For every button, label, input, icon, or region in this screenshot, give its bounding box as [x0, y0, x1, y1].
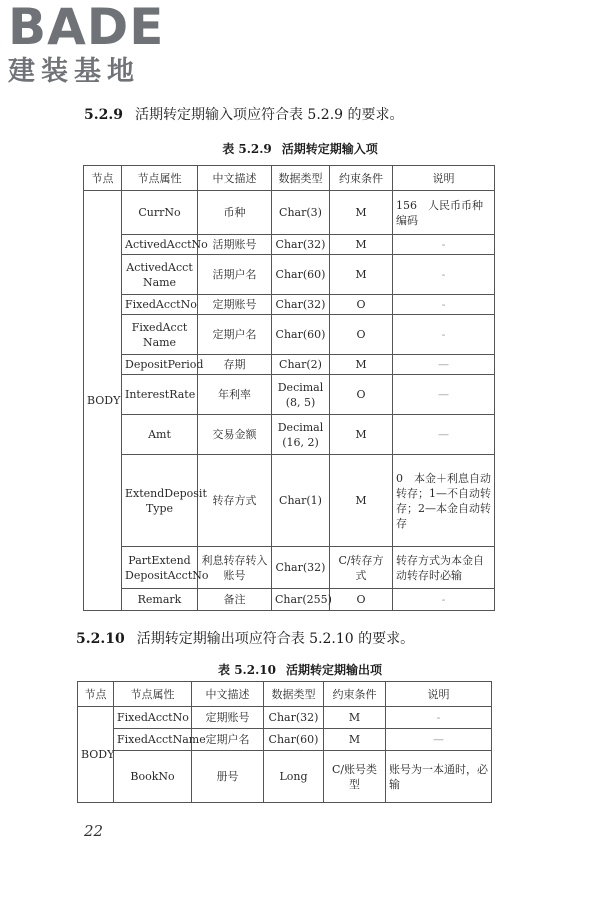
col-header-node: 节点 — [84, 166, 122, 191]
cn-cell: 存期 — [198, 355, 272, 375]
constraint-cell: M — [324, 707, 386, 729]
cn-cell: 交易金额 — [198, 415, 272, 455]
constraint-cell: O — [330, 589, 393, 611]
node-cell: BODY — [78, 707, 114, 803]
attr-cell: ActivedAcct Name — [122, 255, 198, 295]
type-cell: Char(32) — [272, 235, 330, 255]
caption-number: 表 5.2.10 — [218, 663, 276, 677]
desc-cell: - — [386, 707, 492, 729]
type-cell: Char(60) — [272, 315, 330, 355]
constraint-cell: M — [330, 455, 393, 547]
desc-cell: - — [393, 315, 495, 355]
attr-cell: Remark — [122, 589, 198, 611]
col-header-cn: 中文描述 — [192, 682, 264, 707]
col-header-attr: 节点属性 — [114, 682, 192, 707]
input-items-table — [83, 165, 495, 611]
desc-cell: 账号为一本通时，必输 — [386, 751, 492, 803]
logo-brand: BADE — [8, 0, 165, 56]
constraint-cell: C/账号类型 — [324, 751, 386, 803]
col-header-desc: 说明 — [393, 166, 495, 191]
type-cell: Char(2) — [272, 355, 330, 375]
constraint-cell: C/转存方式 — [330, 547, 393, 589]
type-cell: Char(32) — [272, 295, 330, 315]
type-cell: Long — [264, 751, 324, 803]
cn-cell: 备注 — [198, 589, 272, 611]
table-row — [84, 191, 495, 235]
attr-cell: FixedAcctNo — [122, 295, 198, 315]
table-caption-2 — [0, 661, 600, 678]
constraint-cell: O — [330, 315, 393, 355]
constraint-cell: M — [330, 255, 393, 295]
col-header-node: 节点 — [78, 682, 114, 707]
type-cell: Char(32) — [264, 707, 324, 729]
table-row — [84, 295, 495, 315]
attr-cell: Amt — [122, 415, 198, 455]
logo-subtitle: 建装基地 — [8, 56, 140, 87]
desc-cell: - — [393, 255, 495, 295]
table-caption-1 — [0, 140, 600, 157]
cn-cell: 利息转存转入账号 — [198, 547, 272, 589]
type-cell: Decimal (16, 2) — [272, 415, 330, 455]
caption-title: 活期转定期输入项 — [281, 142, 378, 156]
table-row — [78, 751, 492, 803]
table-row — [84, 375, 495, 415]
cn-cell: 活期账号 — [198, 235, 272, 255]
cn-cell: 活期户名 — [198, 255, 272, 295]
constraint-cell: M — [330, 235, 393, 255]
constraint-cell: M — [330, 355, 393, 375]
desc-cell: - — [393, 589, 495, 611]
attr-cell: BookNo — [114, 751, 192, 803]
cn-cell: 币种 — [198, 191, 272, 235]
section-heading-5-2-10 — [76, 628, 414, 648]
table-row — [84, 255, 495, 295]
caption-number: 表 5.2.9 — [222, 142, 272, 156]
attr-cell: FixedAcctName — [114, 729, 192, 751]
desc-cell: — — [386, 729, 492, 751]
type-cell: Decimal (8, 5) — [272, 375, 330, 415]
node-cell: BODY — [84, 191, 122, 611]
attr-cell: PartExtend DepositAcctNo — [122, 547, 198, 589]
col-header-type: 数据类型 — [264, 682, 324, 707]
section-number: 5.2.9 — [84, 107, 123, 123]
attr-cell: InterestRate — [122, 375, 198, 415]
attr-cell: ExtendDeposit Type — [122, 455, 198, 547]
type-cell: Char(3) — [272, 191, 330, 235]
page-number: 22 — [84, 822, 104, 840]
cn-cell: 转存方式 — [198, 455, 272, 547]
table-row — [84, 455, 495, 547]
attr-cell: DepositPeriod — [122, 355, 198, 375]
desc-cell: - — [393, 235, 495, 255]
col-header-type: 数据类型 — [272, 166, 330, 191]
section-heading-5-2-9 — [84, 104, 404, 124]
constraint-cell: M — [330, 191, 393, 235]
desc-cell: 转存方式为本金自动转存时必输 — [393, 547, 495, 589]
section-text: 活期转定期输出项应符合表 5.2.10 的要求。 — [136, 631, 415, 647]
table-row — [78, 729, 492, 751]
desc-cell: - — [393, 295, 495, 315]
table-row — [84, 355, 495, 375]
table-row — [84, 415, 495, 455]
table-header-row — [84, 166, 495, 191]
col-header-desc: 说明 — [386, 682, 492, 707]
table-row — [84, 547, 495, 589]
constraint-cell: O — [330, 375, 393, 415]
attr-cell: FixedAcctNo — [114, 707, 192, 729]
desc-cell: 156 人民币币种编码 — [393, 191, 495, 235]
table-row — [78, 707, 492, 729]
attr-cell: CurrNo — [122, 191, 198, 235]
section-number: 5.2.10 — [76, 631, 125, 647]
constraint-cell: O — [330, 295, 393, 315]
table-header-row — [78, 682, 492, 707]
type-cell: Char(255) — [272, 589, 330, 611]
type-cell: Char(60) — [272, 255, 330, 295]
cn-cell: 定期户名 — [198, 315, 272, 355]
cn-cell: 册号 — [192, 751, 264, 803]
section-text: 活期转定期输入项应符合表 5.2.9 的要求。 — [134, 107, 404, 123]
col-header-attr: 节点属性 — [122, 166, 198, 191]
constraint-cell: M — [330, 415, 393, 455]
cn-cell: 年利率 — [198, 375, 272, 415]
desc-cell: 0 本金＋利息自动转存；1—不自动转存；2—本金自动转存 — [393, 455, 495, 547]
col-header-constraint: 约束条件 — [324, 682, 386, 707]
caption-title: 活期转定期输出项 — [285, 663, 382, 677]
desc-cell: — — [393, 375, 495, 415]
col-header-constraint: 约束条件 — [330, 166, 393, 191]
type-cell: Char(60) — [264, 729, 324, 751]
cn-cell: 定期账号 — [192, 707, 264, 729]
table-row — [84, 235, 495, 255]
attr-cell: ActivedAcctNo — [122, 235, 198, 255]
table-row — [84, 315, 495, 355]
col-header-cn: 中文描述 — [198, 166, 272, 191]
type-cell: Char(1) — [272, 455, 330, 547]
attr-cell: FixedAcct Name — [122, 315, 198, 355]
bade-logo — [6, 2, 206, 90]
cn-cell: 定期户名 — [192, 729, 264, 751]
output-items-table — [77, 681, 492, 803]
type-cell: Char(32) — [272, 547, 330, 589]
cn-cell: 定期账号 — [198, 295, 272, 315]
desc-cell: — — [393, 355, 495, 375]
desc-cell: — — [393, 415, 495, 455]
table-row — [84, 589, 495, 611]
constraint-cell: M — [324, 729, 386, 751]
